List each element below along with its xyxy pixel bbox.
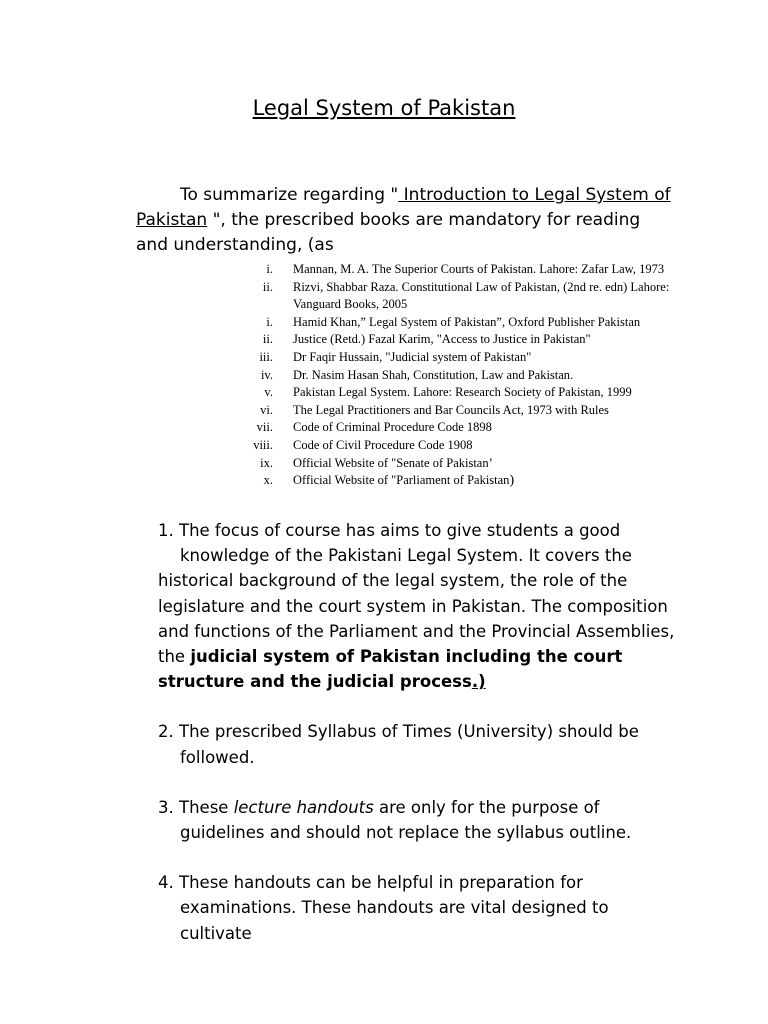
reference-item (240, 437, 700, 455)
reference-number: v. (264, 385, 273, 400)
reference-text-body: Official Website of "Parliament of Pakistan (293, 473, 510, 488)
reference-item (240, 472, 700, 490)
reference-item (240, 314, 700, 332)
point-4-line (158, 870, 678, 895)
point-2-line (158, 719, 678, 744)
intro-lead: To summarize regarding " (180, 185, 399, 205)
point-1-body (158, 568, 678, 694)
reference-number: ix. (260, 455, 273, 470)
intro-paragraph (136, 183, 676, 258)
point-1 (158, 518, 678, 694)
reference-number: ii. (262, 332, 273, 347)
reference-number: vii. (256, 420, 273, 435)
reference-item (240, 419, 700, 437)
point-4-continuation: examinations. These handouts are vital designed to cultivate (180, 898, 609, 943)
closing-parenthesis: ) (509, 473, 515, 489)
point-text: are only for the purpose of (373, 797, 600, 817)
point-number: 2. (158, 722, 174, 742)
reference-number: i. (266, 314, 273, 329)
point-2 (158, 719, 678, 769)
reference-number: iii. (259, 349, 273, 364)
point-number: 3. (158, 797, 174, 817)
point-4 (158, 870, 678, 946)
reference-list (240, 261, 700, 490)
reference-text: Pakistan Legal System. Lahore: Research Society of Pakistan, 1999 (293, 385, 632, 400)
intro-course-title: Introduction to Legal System of Pakistan (136, 185, 671, 230)
reference-text (293, 472, 683, 490)
reference-text: The Legal Practitioners and Bar Councils Act, 1973 with Rules (293, 402, 609, 417)
reference-number: ii. (262, 279, 273, 294)
reference-item (240, 279, 700, 314)
point-1-continuation: knowledge of the Pakistani Legal System. It covers the (180, 546, 632, 566)
reference-number: x. (263, 473, 273, 488)
reference-text: Hamid Khan,” Legal System of Pakistan”, Oxford Publisher Pakistan (293, 314, 641, 329)
reference-item (240, 455, 700, 473)
reference-number: i. (266, 262, 273, 276)
point-number: 4. (158, 873, 174, 893)
reference-text: Rizvi, Shabbar Raza. Constitutional Law of Pakistan, (2nd re. edn) Lahore: Vanguard Books, 2005 (293, 279, 670, 312)
reference-text: Official Website of "Senate of Pakistan’ (293, 455, 493, 470)
point-text: These (179, 797, 234, 817)
reference-text: Dr. Nasim Hasan Shah, Constitution, Law and Pakistan. (293, 367, 574, 382)
reference-text: Code of Criminal Procedure Code 1898 (293, 420, 492, 435)
reference-item (240, 384, 700, 402)
document-title: Legal System of Pakistan (252, 96, 516, 120)
point-2-continuation: followed. (180, 747, 255, 767)
reference-item (240, 349, 700, 367)
reference-text: Mannan, M. A. The Superior Courts of Pakistan. Lahore: Zafar Law, 1973 (293, 262, 665, 276)
point-text: historical background of the legal system, the role of the legislature and the court system in Pakistan. The composition and functions of the Parliament and the Provincial Assemblies, the (158, 571, 675, 667)
reference-number: vi. (260, 402, 273, 417)
reference-text: Justice (Retd.) Fazal Karim, "Access to Justice in Pakistan" (293, 332, 591, 347)
point-3-continuation: guidelines and should not replace the syllabus outline. (180, 823, 632, 843)
point-text: The focus of course has aims to give students a good (179, 521, 621, 540)
intro-rest: ", the prescribed books are mandatory for reading and understanding, (as (136, 210, 641, 255)
reference-item (240, 367, 700, 385)
reference-text: Dr Faqir Hussain, "Judicial system of Pakistan" (293, 349, 532, 364)
point-bold-text: judicial system of Pakistan including the court structure and the judicial process (158, 647, 623, 692)
point-3 (158, 795, 678, 845)
point-3-line (158, 795, 678, 820)
point-italic-text: lecture handouts (233, 797, 374, 817)
reference-number: iv. (260, 367, 273, 382)
point-text: The prescribed Syllabus of Times (University) should be (179, 722, 639, 742)
point-end-punctuation: .) (471, 672, 486, 692)
reference-item (240, 261, 700, 279)
point-1-line (158, 518, 678, 543)
reference-item (240, 402, 700, 420)
reference-item (240, 331, 700, 349)
numbered-points (158, 518, 678, 971)
reference-number: viii. (253, 437, 273, 452)
point-text: These handouts can be helpful in preparation for (179, 873, 583, 893)
reference-text: Code of Civil Procedure Code 1908 (293, 437, 473, 452)
point-number: 1. (158, 521, 174, 540)
